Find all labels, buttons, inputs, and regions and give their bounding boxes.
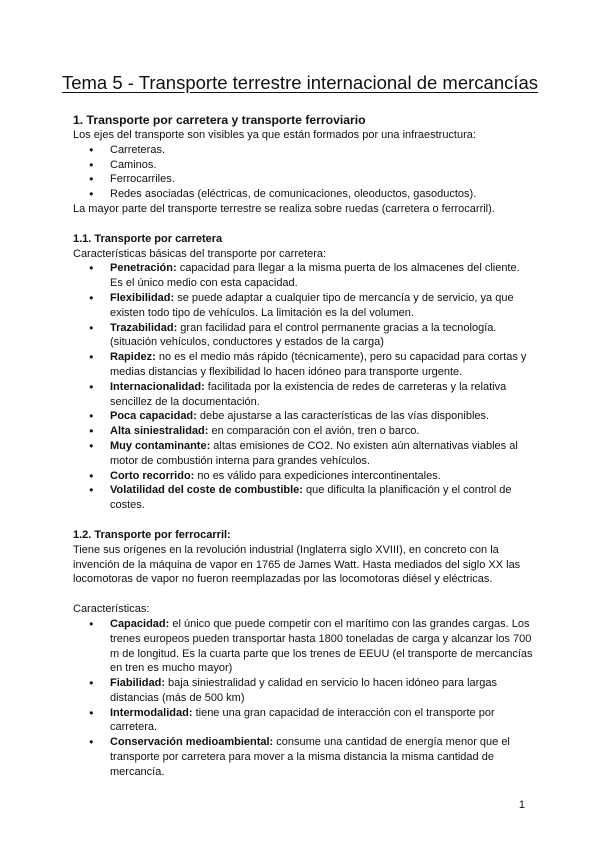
list-item: ● Ferrocarriles. (73, 172, 533, 187)
section-1-2-list (73, 617, 533, 780)
item-term: Rapidez: (110, 351, 156, 364)
item-term: Poca capacidad: (110, 410, 197, 423)
item-text: en comparación con el avión, tren o barco. (208, 425, 420, 438)
list-item (73, 676, 533, 706)
item-term: Penetración: (110, 262, 177, 275)
item-text: altas emisiones de CO2. No existen aún alternativas viables al motor de combustión interna para grandes vehículos. (110, 439, 518, 467)
list-item (73, 321, 533, 351)
item-text: consume una cantidad de energía menor que el transporte por carretera para mover a la misma distancia la misma cantidad de mercancía. (110, 736, 510, 778)
item-term: Volatilidad del coste de combustible: (110, 484, 303, 497)
item-term: Internacionalidad: (110, 380, 205, 393)
page-number: 1 (518, 799, 525, 811)
section-1-intro: Los ejes del transporte son visibles ya que están formados por una infraestructura: (73, 129, 476, 141)
section-1-1-heading: 1.1. Transporte por carretera (73, 232, 223, 245)
list-item: ● Carreteras. (73, 143, 533, 158)
list-item (73, 409, 533, 424)
section-1-2-label: Características: (73, 603, 150, 616)
list-item (73, 617, 533, 676)
section-1-2-heading: 1.2. Transporte por ferrocarril: (73, 528, 231, 541)
list-item (73, 706, 533, 736)
item-term: Muy contaminante: (110, 439, 211, 452)
section-1-1-list (73, 261, 533, 513)
document-body (73, 113, 533, 780)
item-text: no es el medio más rápido (técnicamente), pero su capacidad para cortas y medias distancias y flexibilidad lo hacen idóneo para transporte urgente. (110, 351, 527, 378)
list-item (73, 350, 533, 380)
item-text: que dificulta la planificación y el control de costes. (110, 484, 512, 512)
item-term: Capacidad: (110, 617, 170, 630)
list-item (73, 439, 533, 469)
item-text: baja siniestralidad y calidad en servicio lo hacen idóneo para largas distancias (más de 500 km) (110, 677, 498, 704)
item-term: Conservación medioambiental: (110, 736, 274, 749)
item-term: Trazabilidad: (110, 321, 178, 334)
list-item (73, 469, 533, 484)
item-text: el único que puede competir con el marítimo con las grandes cargas. Los trenes europeos pueden transportar hasta 1800 toneladas de carga y alcanzar los 700 m de longitud. Es la cuarta parte que los trenes de EEUU (el transporte de mercancías en tren es mucho mayor) (110, 617, 533, 675)
section-1-list (73, 143, 533, 202)
list-item (73, 424, 533, 439)
list-item: ● Caminos. (73, 158, 533, 173)
item-text: debe ajustarse a las características de las vías disponibles. (196, 410, 490, 423)
item-term: Alta siniestralidad: (110, 425, 209, 438)
item-term: Fiabilidad: (110, 677, 165, 690)
section-1-2-intro: Tiene sus orígenes en la revolución industrial (Inglaterra siglo XVIII), en concreto con la invención de la máquina de vapor en 1765 de James Watt. Hasta mediados del siglo XX las locomotoras de vapor no fueron reemplazadas por las locomotoras diésel y eléctricas. (73, 543, 521, 586)
item-term: Intermodalidad: (110, 706, 193, 719)
list-item (73, 735, 533, 779)
list-item (73, 380, 533, 410)
item-text: capacidad para llegar a la misma puerta de los almacenes del cliente. Es el único medio con esta capacidad. (110, 262, 520, 290)
list-item (73, 261, 533, 291)
section-1-1-intro: Características básicas del transporte por carretera: (73, 247, 327, 260)
item-term: Flexibilidad: (110, 291, 175, 304)
item-text: se puede adaptar a cualquier tipo de mercancía y de servicio, ya que existen todo tipo de vehículos. La limitación es la del volumen. (110, 291, 514, 319)
section-1-heading: 1. Transporte por carretera y transporte ferroviario (73, 113, 366, 127)
section-1-outro: La mayor parte del transporte terrestre se realiza sobre ruedas (carretera o ferrocarril). (73, 202, 495, 215)
item-text: gran facilidad para el control permanente gracias a la tecnología. (situación vehículos, conductores y estados de la carga) (110, 321, 497, 349)
item-text: no es válido para expediciones intercontinentales. (194, 469, 441, 482)
item-text: facilitada por la existencia de redes de carreteras y la relativa sencillez de la documentación. (110, 380, 507, 408)
item-text: tiene una gran capacidad de interacción con el transporte por carretera. (110, 706, 495, 734)
page-title: Tema 5 - Transporte terrestre internacional de mercancías (61, 72, 539, 93)
list-item (73, 483, 533, 513)
item-term: Corto recorrido: (110, 469, 195, 482)
list-item (73, 291, 533, 321)
list-item: ● Redes asociadas (eléctricas, de comunicaciones, oleoductos, gasoductos). (73, 187, 533, 202)
